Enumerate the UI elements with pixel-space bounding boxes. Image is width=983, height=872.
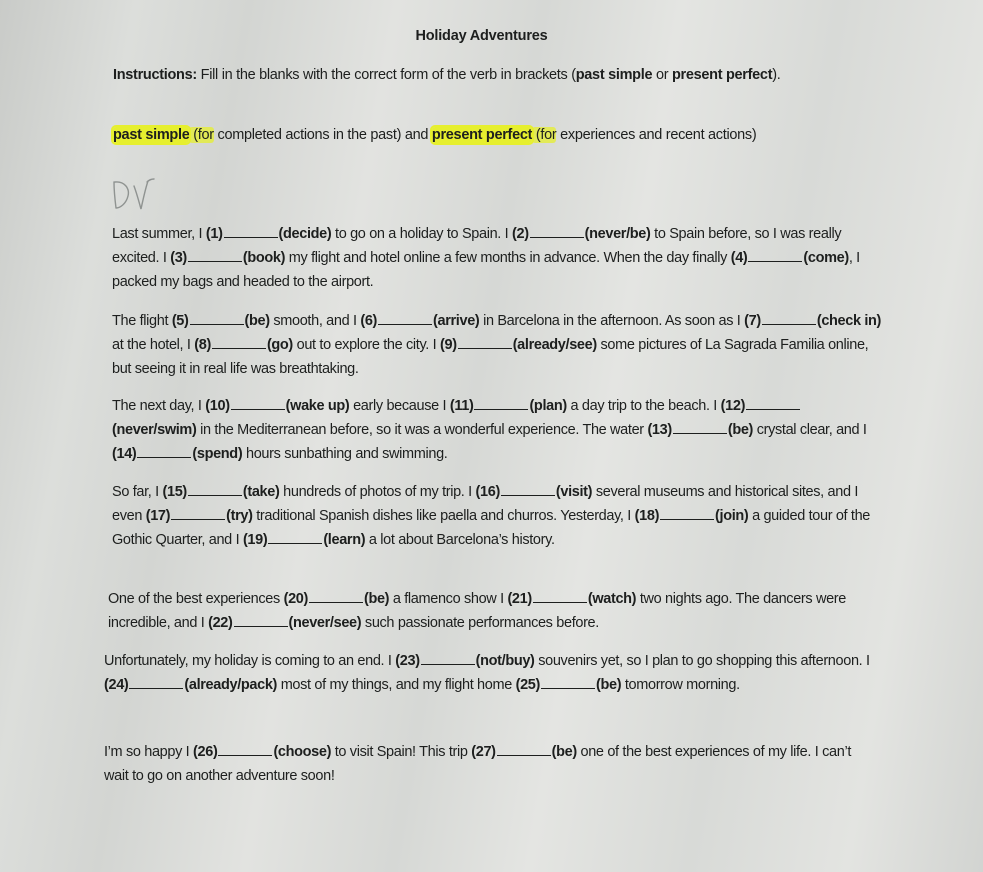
passage-text: , I packed my bags and headed to the airport. [112,250,860,290]
verb-hint: (wake up) [285,398,350,414]
passage-text: such passionate performances before. [361,615,599,631]
handwritten-initials-mark [110,176,160,212]
passage-text: at the hotel, I [112,337,195,353]
verb-hint: (already/see) [512,337,597,353]
answer-blank-11[interactable] [474,396,528,410]
blank-number-20: (20) [283,591,308,607]
verb-hint: (be) [244,313,270,329]
answer-blank-4[interactable] [748,248,802,262]
passage-text: one of the best experiences of my life. I can’t wait to go on another adventure soon! [104,744,851,784]
paragraph-1 [112,222,882,294]
paragraph-4 [112,480,882,552]
passage-text: in the Mediterranean before, so it was a wonderful experience. The water [196,422,648,438]
verb-hint: (be) [363,591,390,607]
verb-hint: (never/swim) [112,422,197,438]
passage-text: tomorrow morning. [621,677,740,693]
passage-text: I’m so happy I [104,744,194,760]
answer-blank-8[interactable] [212,335,266,349]
passage-text: crystal clear, and I [753,422,867,438]
verb-hint: (already/pack) [184,677,278,693]
answer-blank-7[interactable] [762,311,816,325]
blank-number-24: (24) [104,677,129,693]
answer-blank-25[interactable] [541,675,595,689]
verb-hint: (never/be) [584,226,651,242]
passage-text: most of my things, and my flight home [277,677,516,693]
blank-number-15: (15) [162,484,187,500]
passage-text: out to explore the city. I [292,337,441,353]
verb-hint: (take) [242,484,280,500]
blank-number-21: (21) [507,591,532,607]
verb-hint: (be) [727,422,754,438]
answer-blank-2[interactable] [530,224,584,238]
legend-past-simple-desc: completed actions in the past) and [213,127,432,143]
passage-text: early because I [349,398,450,414]
tense-legend [113,122,873,148]
passage-text: hours sunbathing and swimming. [242,446,448,462]
answer-blank-26[interactable] [218,742,272,756]
verb-hint: (visit) [555,484,593,500]
blank-number-9: (9) [440,337,457,353]
highlight-for-2: (for [532,127,557,143]
verb-hint: (decide) [278,226,332,242]
passage-text: hundreds of photos of my trip. I [279,484,476,500]
verb-hint: (plan) [529,398,567,414]
passage-text: Unfortunately, my holiday is coming to an end. I [104,653,396,669]
answer-blank-12[interactable] [746,396,800,410]
passage-text: a flamenco show I [389,591,508,607]
verb-hint: (be) [596,677,622,693]
answer-blank-15[interactable] [188,482,242,496]
blank-number-13: (13) [647,422,672,438]
blank-number-25: (25) [515,677,540,693]
passage-text: two nights ago. The dancers were incredible, and I [108,591,846,631]
answer-blank-24[interactable] [129,675,183,689]
blank-number-26: (26) [193,744,218,760]
verb-hint: (join) [715,508,749,524]
blank-number-17: (17) [145,508,171,524]
instructions-connector: or [652,67,672,83]
answer-blank-27[interactable] [497,742,551,756]
answer-blank-19[interactable] [268,530,322,544]
answer-blank-9[interactable] [458,335,512,349]
blank-number-3: (3) [170,250,187,266]
answer-blank-16[interactable] [501,482,555,496]
blank-number-4: (4) [730,250,748,266]
blank-number-19: (19) [242,532,268,548]
verb-hint: (choose) [273,744,332,760]
passage-text: souvenirs yet, so I plan to go shopping this afternoon. I [534,653,870,669]
verb-hint: (try) [226,508,253,524]
verb-hint: (learn) [323,532,366,548]
answer-blank-18[interactable] [660,506,714,520]
instructions [113,61,873,89]
passage-text: some pictures of La Sagrada Familia online, but seeing it in real life was breathtaking. [112,337,869,377]
passage-text: to Spain before, so I was really excited. I [112,226,842,266]
instructions-text: Fill in the blanks with the correct form of the verb in brackets ( [200,67,576,83]
answer-blank-1[interactable] [224,224,278,238]
passage-text: a lot about Barcelona’s history. [365,532,555,548]
blank-number-16: (16) [475,484,500,500]
blank-number-1: (1) [205,226,223,242]
answer-blank-14[interactable] [137,444,191,458]
passage-text: smooth, and I [269,313,361,329]
worksheet-title: Holiday Adventures [415,28,548,44]
verb-hint: (book) [242,250,286,266]
blank-number-5: (5) [171,313,189,329]
verb-hint: (check in) [816,313,882,329]
legend-present-perfect-desc: experiences and recent actions) [556,127,757,143]
paragraph-6 [104,649,874,697]
passage-text: to visit Spain! This trip [331,744,472,760]
verb-hint: (be) [551,744,577,760]
verb-hint: (arrive) [433,313,480,329]
passage-text: So far, I [112,484,163,500]
blank-number-12: (12) [720,398,746,414]
answer-blank-13[interactable] [673,420,727,434]
verb-hint: (watch) [587,591,637,607]
paragraph-5 [108,587,878,635]
answer-blank-3[interactable] [188,248,242,262]
passage-text: in Barcelona in the afternoon. As soon as I [479,313,745,329]
paragraph-7 [104,740,874,788]
answer-blank-21[interactable] [533,589,587,603]
passage-text: Last summer, I [112,226,206,242]
paragraph-2 [112,309,882,381]
answer-blank-17[interactable] [171,506,225,520]
passage-text: traditional Spanish dishes like paella and churros. Yesterday, I [252,508,635,524]
answer-blank-22[interactable] [234,613,288,627]
passage-text: several museums and historical sites, and I even [112,484,859,524]
passage-text: a day trip to the beach. I [566,398,721,414]
verb-hint: (spend) [192,446,243,462]
blank-number-18: (18) [634,508,660,524]
blank-number-8: (8) [194,337,211,353]
passage-text: One of the best experiences [108,591,284,607]
highlight-past-simple: past simple [113,127,190,143]
answer-blank-5[interactable] [190,311,244,325]
blank-number-27: (27) [471,744,496,760]
blank-number-7: (7) [744,313,761,329]
answer-blank-10[interactable] [231,396,285,410]
instructions-end: ). [772,67,781,83]
passage-text: to go on a holiday to Spain. I [331,226,512,242]
highlight-for-1: (for [189,127,214,143]
term-past-simple: past simple [575,67,653,83]
blank-number-11: (11) [449,398,474,414]
passage-text: a guided tour of the Gothic Quarter, and I [112,508,871,548]
verb-hint: (come) [803,250,849,266]
verb-hint: (not/buy) [475,653,535,669]
passage-text: The flight [112,313,172,329]
verb-hint: (go) [266,337,293,353]
blank-number-23: (23) [395,653,420,669]
passage-text: The next day, I [112,398,206,414]
blank-number-14: (14) [112,446,137,462]
blank-number-22: (22) [208,615,233,631]
passage-text: my flight and hotel online a few months in advance. When the day finally [285,250,731,266]
answer-blank-20[interactable] [309,589,363,603]
paragraph-3 [112,394,882,466]
blank-number-2: (2) [512,226,529,242]
verb-hint: (never/see) [288,615,362,631]
blank-number-10: (10) [205,398,230,414]
highlight-present-perfect: present perfect [431,127,533,143]
instructions-label: Instructions: [113,67,197,83]
blank-number-6: (6) [360,313,378,329]
answer-blank-6[interactable] [378,311,432,325]
answer-blank-23[interactable] [421,651,475,665]
term-present-perfect: present perfect [671,67,773,83]
